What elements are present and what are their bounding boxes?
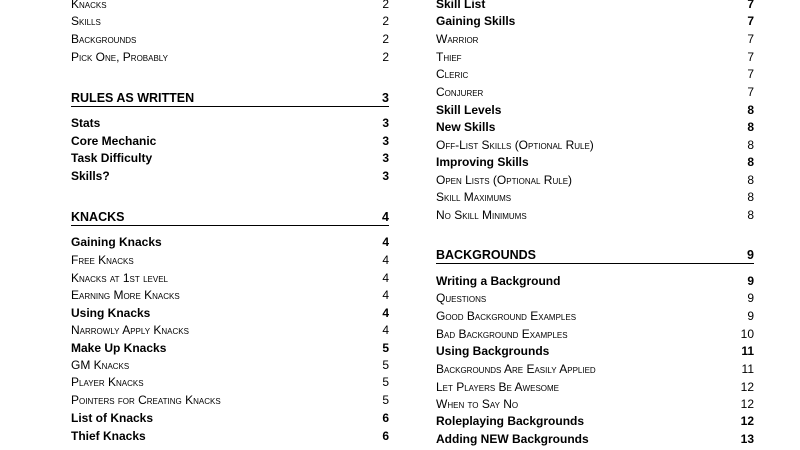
- toc-entry-warrior[interactable]: [436, 31, 754, 47]
- toc-page-number: 7: [747, 67, 754, 81]
- toc-entry-title: Skill Maximums: [436, 190, 512, 204]
- toc-page-number: 2: [382, 0, 389, 11]
- toc-entry-title: Thief: [436, 50, 462, 64]
- toc-entry-skill-list[interactable]: [436, 0, 754, 12]
- toc-page-number: 4: [382, 253, 389, 267]
- toc-entry-earning-more-knacks[interactable]: [71, 287, 389, 303]
- toc-page-number: 8: [747, 138, 754, 152]
- toc-page-number: 7: [747, 85, 754, 99]
- toc-page-number: 9: [747, 291, 754, 305]
- toc-entry-title: Skills?: [71, 169, 110, 183]
- toc-entry-title: Narrowly Apply Knacks: [71, 323, 189, 337]
- toc-entry-backgrounds-are-easily-applied[interactable]: [436, 361, 754, 377]
- toc-entry-title: GM Knacks: [71, 358, 130, 372]
- toc-entry-roleplaying-backgrounds[interactable]: [436, 413, 754, 429]
- toc-entry-title: List of Knacks: [71, 411, 154, 425]
- toc-entry-player-knacks[interactable]: [71, 374, 389, 390]
- toc-entry-title: BACKGROUNDS: [436, 248, 536, 262]
- toc-section-heading-rules-as-written[interactable]: [71, 90, 389, 106]
- toc-entry-open-lists-optional-rule[interactable]: [436, 172, 754, 188]
- toc-page-number: 2: [382, 50, 389, 64]
- toc-entry-title: New Skills: [436, 120, 496, 134]
- toc-page-number: 13: [740, 432, 754, 446]
- toc-entry-gaining-skills[interactable]: [436, 13, 754, 29]
- toc-page-number: 7: [747, 32, 754, 46]
- toc-page-number: 5: [382, 375, 389, 389]
- toc-entry-title: Backgrounds Are Easily Applied: [436, 362, 596, 376]
- toc-page-number: 8: [747, 208, 754, 222]
- toc-entry-title: Using Knacks: [71, 306, 151, 320]
- toc-entry-title: Questions: [436, 291, 487, 305]
- toc-page-number: 6: [382, 411, 389, 425]
- toc-entry-title: Gaining Skills: [436, 14, 516, 28]
- toc-entry-questions[interactable]: [436, 290, 754, 306]
- toc-entry-title: Free Knacks: [71, 253, 134, 267]
- toc-entry-skills[interactable]: [71, 168, 389, 184]
- toc-entry-title: Skills: [71, 14, 101, 28]
- toc-entry-cleric[interactable]: [436, 66, 754, 82]
- toc-entry-title: Skill Levels: [436, 103, 502, 117]
- toc-entry-gaining-knacks[interactable]: [71, 234, 389, 250]
- toc-entry-when-to-say-no[interactable]: [436, 396, 754, 412]
- toc-page-number: 5: [382, 341, 389, 355]
- toc-page-number: 3: [382, 91, 389, 105]
- toc-entry-writing-a-background[interactable]: [436, 273, 754, 289]
- toc-entry-skill-maximums[interactable]: [436, 189, 754, 205]
- toc-entry-thief-knacks[interactable]: [71, 428, 389, 444]
- toc-entry-title: Earning More Knacks: [71, 288, 180, 302]
- toc-entry-title: Thief Knacks: [71, 429, 146, 443]
- toc-entry-new-skills[interactable]: [436, 119, 754, 135]
- toc-entry-backgrounds[interactable]: [71, 31, 389, 47]
- toc-entry-pick-one-probably[interactable]: [71, 49, 389, 65]
- toc-page-number: 3: [382, 151, 389, 165]
- toc-section-heading-knacks[interactable]: [71, 209, 389, 225]
- toc-entry-title: Cleric: [436, 67, 469, 81]
- toc-entry-title: Conjurer: [436, 85, 484, 99]
- toc-page-number: 4: [382, 235, 389, 249]
- toc-entry-title: Open Lists (Optional Rule): [436, 173, 573, 187]
- toc-page-number: 8: [747, 190, 754, 204]
- toc-entry-title: Pointers for Creating Knacks: [71, 393, 221, 407]
- toc-entry-good-background-examples[interactable]: [436, 308, 754, 324]
- toc-entry-title: Task Difficulty: [71, 151, 153, 165]
- toc-page-number: 4: [382, 210, 389, 224]
- toc-entry-stats[interactable]: [71, 115, 389, 131]
- toc-entry-title: Roleplaying Backgrounds: [436, 414, 585, 428]
- toc-entry-off-list-skills-optional-rule[interactable]: [436, 137, 754, 153]
- toc-entry-title: KNACKS: [71, 210, 125, 224]
- toc-page-number: 8: [747, 173, 754, 187]
- toc-section-heading-backgrounds[interactable]: [436, 247, 754, 263]
- toc-entry-title: Let Players Be Awesome: [436, 380, 560, 394]
- toc-entry-thief[interactable]: [436, 49, 754, 65]
- toc-entry-using-backgrounds[interactable]: [436, 343, 754, 359]
- toc-entry-title: Good Background Examples: [436, 309, 577, 323]
- toc-page-number: 11: [741, 362, 754, 376]
- toc-page-number: 3: [382, 169, 389, 183]
- toc-page-number: 8: [747, 120, 754, 134]
- toc-entry-task-difficulty[interactable]: [71, 150, 389, 166]
- toc-entry-free-knacks[interactable]: [71, 252, 389, 268]
- toc-page-number: 3: [382, 134, 389, 148]
- toc-page-number: 4: [382, 306, 389, 320]
- toc-entry-improving-skills[interactable]: [436, 154, 754, 170]
- toc-entry-core-mechanic[interactable]: [71, 133, 389, 149]
- toc-page-number: 8: [747, 155, 754, 169]
- toc-entry-title: Knacks: [71, 0, 107, 11]
- toc-entry-skill-levels[interactable]: [436, 102, 754, 118]
- toc-entry-adding-new-backgrounds[interactable]: [436, 431, 754, 447]
- toc-entry-bad-background-examples[interactable]: [436, 326, 754, 342]
- toc-page-number: 4: [382, 288, 389, 302]
- toc-page-number: 9: [747, 309, 754, 323]
- toc-page-number: 5: [382, 393, 389, 407]
- toc-entry-let-players-be-awesome[interactable]: [436, 379, 754, 395]
- toc-page-number: 4: [382, 323, 389, 337]
- toc-entry-title: Pick One, Probably: [71, 50, 168, 64]
- toc-page-number: 7: [747, 0, 754, 11]
- toc-entry-title: Stats: [71, 116, 101, 130]
- toc-page-number: 2: [382, 14, 389, 28]
- toc-entry-title: Using Backgrounds: [436, 344, 550, 358]
- toc-entry-title: Backgrounds: [71, 32, 137, 46]
- toc-entry-title: Warrior: [436, 32, 479, 46]
- toc-page-number: 4: [382, 271, 389, 285]
- toc-page-number: 7: [747, 50, 754, 64]
- toc-entry-title: Improving Skills: [436, 155, 529, 169]
- toc-page-number: 9: [747, 248, 754, 262]
- toc-entry-title: Gaining Knacks: [71, 235, 162, 249]
- toc-entry-title: Off-List Skills (Optional Rule): [436, 138, 594, 152]
- toc-page-number: 6: [382, 429, 389, 443]
- toc-entry-pointers-for-creating-knacks[interactable]: [71, 392, 389, 408]
- toc-page-number: 7: [747, 14, 754, 28]
- toc-entry-no-skill-minimums[interactable]: [436, 207, 754, 223]
- toc-page-number: 11: [741, 344, 754, 358]
- toc-entry-title: No Skill Minimums: [436, 208, 527, 222]
- toc-page-number: 5: [382, 358, 389, 372]
- toc-entry-narrowly-apply-knacks[interactable]: [71, 322, 389, 338]
- toc-entry-title: Make Up Knacks: [71, 341, 167, 355]
- toc-entry-title: Skill List: [436, 0, 486, 11]
- toc-entry-title: Knacks at 1st level: [71, 271, 168, 285]
- toc-page-number: 9: [747, 274, 754, 288]
- toc-page-number: 12: [740, 414, 754, 428]
- toc-entry-title: Writing a Background: [436, 274, 561, 288]
- toc-entry-title: Bad Background Examples: [436, 327, 568, 341]
- toc-page-number: 10: [740, 327, 754, 341]
- toc-entry-gm-knacks[interactable]: [71, 357, 389, 373]
- toc-page-number: 12: [740, 397, 754, 411]
- toc-entry-title: RULES AS WRITTEN: [71, 91, 195, 105]
- toc-page-number: 8: [747, 103, 754, 117]
- toc-entry-knacks-at-1st-level[interactable]: [71, 270, 389, 286]
- toc-entry-list-of-knacks[interactable]: [71, 410, 389, 426]
- toc-page-number: 2: [382, 32, 389, 46]
- toc-entry-title: When to Say No: [436, 397, 519, 411]
- toc-entry-knacks[interactable]: [71, 0, 389, 12]
- toc-entry-title: Player Knacks: [71, 375, 144, 389]
- toc-page-number: 12: [740, 380, 754, 394]
- toc-entry-using-knacks[interactable]: [71, 305, 389, 321]
- toc-entry-title: Core Mechanic: [71, 134, 157, 148]
- toc-entry-title: Adding NEW Backgrounds: [436, 432, 589, 446]
- toc-entry-make-up-knacks[interactable]: [71, 340, 389, 356]
- toc-entry-conjurer[interactable]: [436, 84, 754, 100]
- toc-page-number: 3: [382, 116, 389, 130]
- toc-entry-skills[interactable]: [71, 13, 389, 29]
